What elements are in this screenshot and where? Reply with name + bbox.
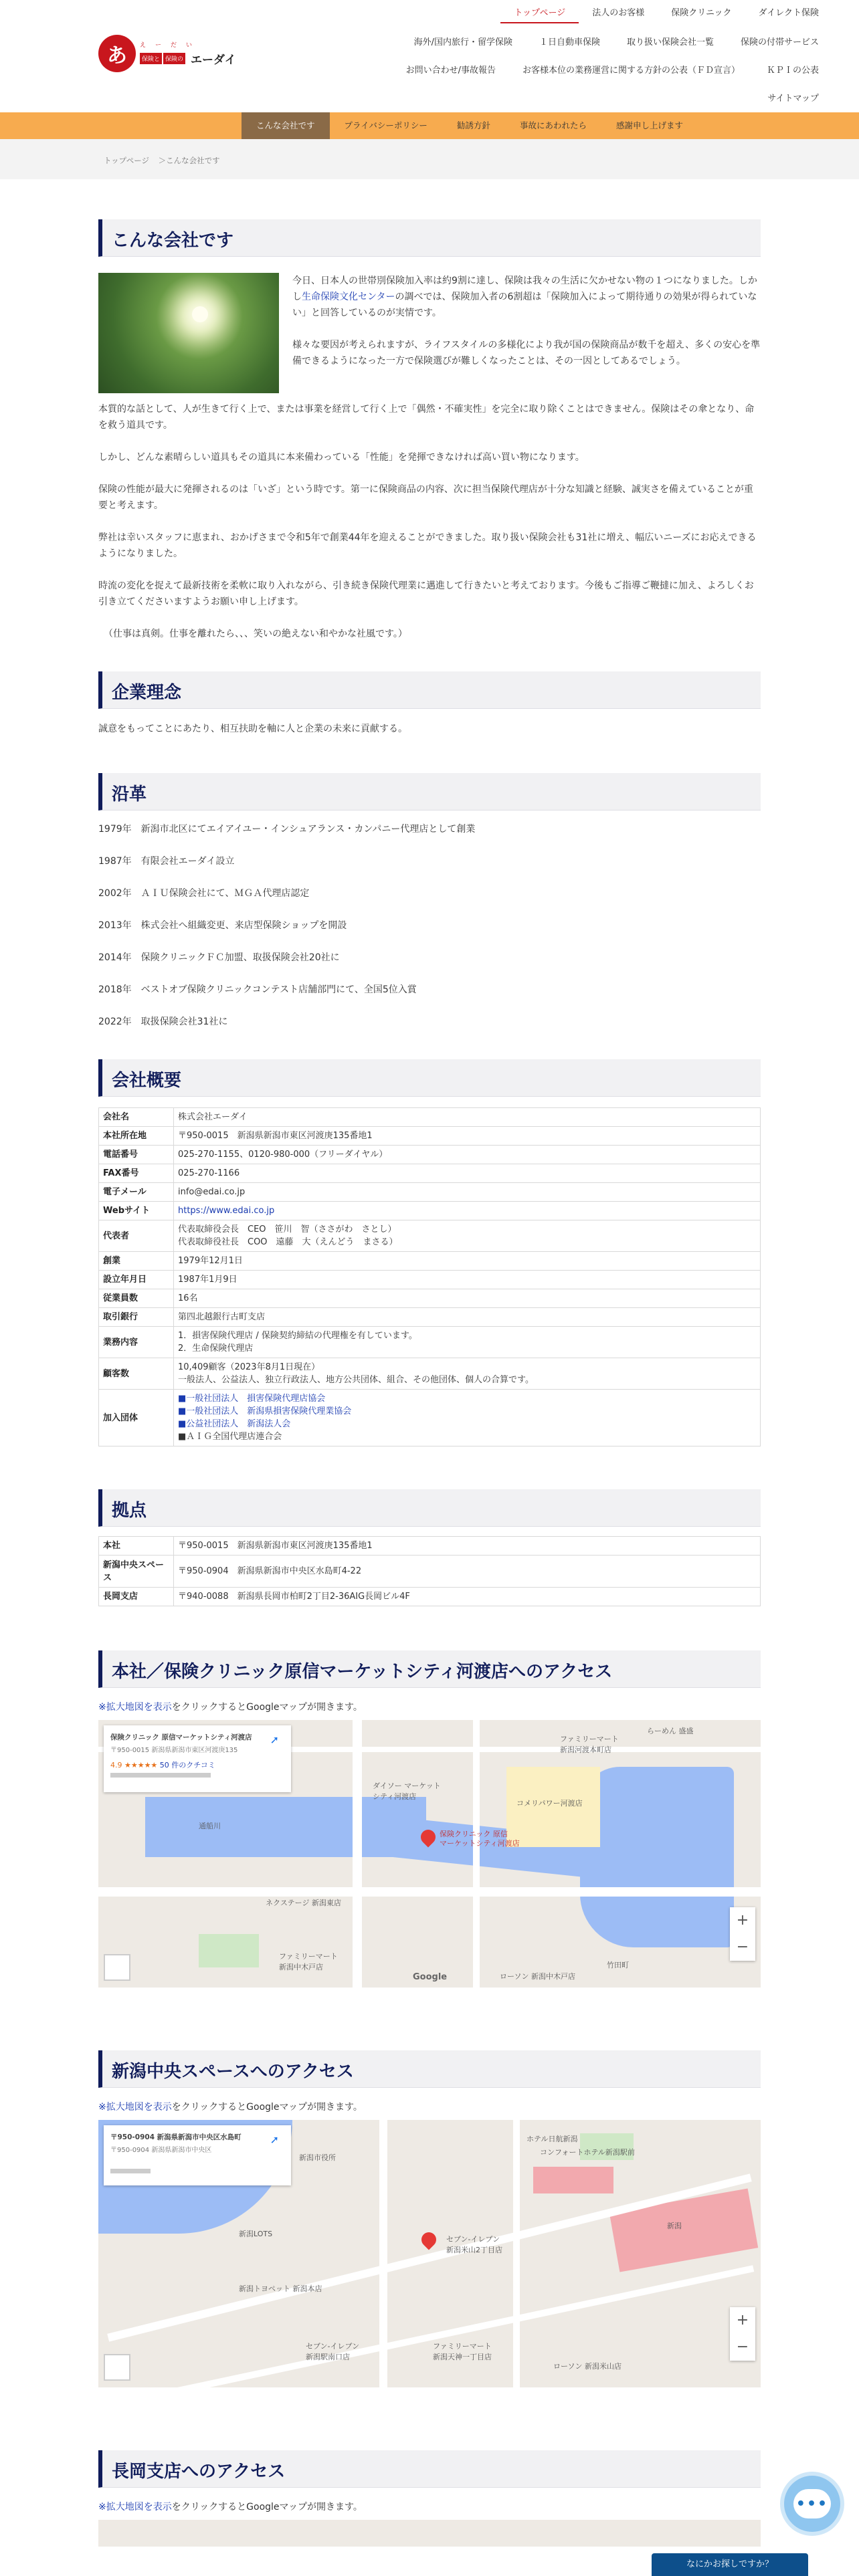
table-row: 電子メール info@edai.co.jp — [99, 1183, 761, 1202]
map-label: ネクステージ 新潟東店 — [266, 1899, 341, 1907]
logo-badge: 保険と — [140, 53, 162, 64]
philosophy-text: 誠意をもってことにあたり、相互扶助を軸に人と企業の未来に貢献する。 — [98, 724, 407, 734]
section-title-access-niigata: 新潟中央スペースへのアクセス — [98, 2050, 761, 2088]
enlarge-map-link[interactable]: 拡大地図を表示 — [106, 2502, 172, 2512]
map-label: ローソン 新潟米山店 — [553, 2362, 622, 2371]
section-title-access-head-office: 本社／保険クリニック原信マーケットシティ河渡店へのアクセス — [98, 1650, 761, 1688]
map-zoom-control[interactable] — [730, 2307, 755, 2361]
table-row: 会社名 株式会社エーダイ — [99, 1108, 761, 1127]
nav-travel[interactable]: 海外/国内旅行・留学保険 — [413, 37, 512, 47]
subnav-privacy[interactable]: プライバシーポリシー — [344, 120, 427, 130]
site-logo[interactable] — [98, 35, 236, 72]
main-content — [98, 214, 761, 2547]
map-info-card[interactable]: 保険クリニック 原信マーケットシティ河渡店 〒950-0015 新潟県新潟市東区河渡庚135 4.9 ★★★★★ 50 件のクチコミ ➚ — [104, 1725, 291, 1792]
map-link-row: ※拡大地図を表示をクリックするとGoogleマップが開きます。 — [98, 2502, 363, 2512]
location-pin-icon[interactable] — [418, 2229, 439, 2250]
site-header — [0, 0, 859, 112]
map-label: ホテル日航新潟 — [527, 2135, 578, 2143]
table-row: 創業 1979年12月1日 — [99, 1252, 761, 1271]
association-link[interactable]: ■一般社団法人 新潟県損害保険代理業協会 — [178, 1406, 352, 1416]
map-info-card[interactable]: 〒950-0904 新潟県新潟市中央区水島町 〒950-0904 新潟県新潟市中央区 ➚ — [104, 2125, 291, 2185]
map-label: ダイソー マーケット シティ河渡店 — [373, 1782, 441, 1801]
about-paragraph-2: 様々な要因が考えられますが、ライフスタイルの多様化により我が国の保険商品が数千を超え、多くの安心を準備できるようになった一方で保険選びが難しくなったことは、その一因としてあるでしょう。 — [292, 340, 761, 366]
bases-table — [98, 1536, 761, 1606]
rating: 4.9 ★★★★★ — [110, 1761, 158, 1769]
google-map-niigata[interactable] — [98, 2120, 761, 2387]
map-label: ファミリーマート 新潟河渡本町店 — [560, 1735, 619, 1754]
nav-clinic[interactable]: 保険クリニック — [671, 8, 732, 18]
breadcrumb-current: ＞こんな会社です — [158, 156, 220, 165]
street-view-icon[interactable] — [104, 1954, 130, 1981]
directions-icon[interactable]: ➚ — [270, 2133, 279, 2146]
nav-services[interactable]: 保険の付帯サービス — [740, 37, 819, 47]
nav-oneday-car[interactable]: １日自動車保険 — [539, 37, 600, 47]
about-paragraph-4: しかし、どんな素晴らしい道具もその道具に本来備わっている「性能」を発揮できなければ高い買い物になります。 — [98, 452, 585, 463]
main-nav-row-4 — [754, 91, 832, 104]
breadcrumb — [0, 139, 859, 179]
nav-companies[interactable]: 取り扱い保険会社一覧 — [626, 37, 714, 47]
company-table — [98, 1107, 761, 1446]
table-row: FAX番号 025-270-1166 — [99, 1164, 761, 1183]
zoom-out-icon[interactable]: − — [736, 2339, 749, 2355]
table-row: 電話番号 025-270-1155、0120-980-000（フリーダイヤル） — [99, 1146, 761, 1164]
logo-badge: 保険の — [163, 53, 185, 64]
chat-bubble-icon: ••• — [793, 2489, 831, 2518]
table-row: 取引銀行 第四北越銀行古町支店 — [99, 1308, 761, 1327]
logo-name: エーダイ — [191, 53, 236, 67]
table-row: 長岡支店 〒940-0088 新潟県長岡市柏町2丁目2-36AIG長岡ビル4F — [99, 1588, 761, 1606]
seimei-link[interactable]: 生命保険文化センター — [302, 292, 395, 302]
about-paragraph-5: 保険の性能が最大に発揮されるのは「いざ」という時です。第一に保険商品の内容、次に担当保険代理店が十分な知識と経験、誠実さを備えていることが重要と考えます。 — [98, 484, 753, 511]
section-title-bases: 拠点 — [98, 1489, 761, 1527]
map-link-row: ※拡大地図を表示をクリックするとGoogleマップが開きます。 — [98, 2102, 363, 2113]
about-paragraph-6: 弊社は幸いスタッフに恵まれ、おかげさまで令和5年で創業44年を迎えることができました。取り扱い保険会社も31社に増え、幅広いニーズにお応えできるようになりました。 — [98, 532, 757, 559]
history-item: 2018年 ベストオブ保険クリニックコンテスト店舗部門にて、全国5位入賞 — [98, 984, 417, 995]
about-paragraph-8: （仕事は真剣。仕事を離れたら、、、笑いの絶えない和やかな社風です。） — [104, 629, 407, 639]
history-list — [98, 821, 761, 1030]
map-label: らーめん 盛盛 — [647, 1727, 694, 1735]
enlarge-map-link[interactable]: 拡大地図を表示 — [106, 1702, 172, 1713]
street-view-icon[interactable] — [104, 2354, 130, 2381]
chat-button[interactable] — [780, 2472, 844, 2536]
map-label: セブン-イレブン 新潟駅南口店 — [306, 2342, 360, 2361]
table-row: 本社 〒950-0015 新潟県新潟市東区河渡庚135番地1 — [99, 1537, 761, 1555]
section-title-history: 沿革 — [98, 773, 761, 811]
section-title-company: 会社概要 — [98, 1059, 761, 1097]
nav-top[interactable]: トップページ — [500, 5, 579, 23]
table-row: Webサイト https://www.edai.co.jp — [99, 1202, 761, 1220]
logo-kana: えーだい — [140, 42, 202, 49]
table-row: 加入団体 ■一般社団法人 損害保険代理店協会 ■一般社団法人 新潟県損害保険代理業協会 ■公益社団法人 新潟法人会 ■ＡＩＧ全国代理店連合会 — [99, 1390, 761, 1446]
history-item: 1979年 新潟市北区にてエイアイユー・インシュアランス・カンパニー代理店として創業 — [98, 824, 476, 835]
nav-corporate[interactable]: 法人のお客様 — [592, 8, 645, 18]
section-title-access-nagaoka: 長岡支店へのアクセス — [98, 2450, 761, 2488]
about-paragraph-3: 本質的な話として、人が生きて行く上で、または事業を経営して行く上で「偶然・不確実性」を完全に取り除くことはできません。保険はその傘となり、命を救う道具です。 — [98, 404, 755, 431]
map-label: ファミリーマート 新潟中木戸店 — [279, 1952, 338, 1971]
about-paragraph-1: 今日、日本人の世帯別保険加入率は約9割に達し、保険は我々の生活に欠かせない物の１つになりました。しかし生命保険文化センターの調べでは、保険加入者の6割超は「保険加入によって期待通りの効果が得られていない」と回答しているのが実情です。 — [292, 276, 757, 318]
reviews-link[interactable]: 50 件のクチコミ — [159, 1761, 215, 1769]
nav-contact[interactable]: お問い合わせ/事故報告 — [405, 66, 496, 76]
map-label: コメリパワー河渡店 — [516, 1799, 583, 1808]
association-link[interactable]: ■一般社団法人 損害保険代理店協会 — [178, 1394, 326, 1404]
history-item: 2022年 取扱保険会社31社に — [98, 1016, 228, 1027]
zoom-out-icon[interactable]: − — [736, 1939, 749, 1955]
map-label: ファミリーマート 新潟天神一丁目店 — [433, 2342, 492, 2361]
enlarge-map-link[interactable]: 拡大地図を表示 — [106, 2102, 172, 2113]
history-item: 2002年 ＡＩＵ保険会社にて、ＭＧＡ代理店認定 — [98, 888, 310, 899]
breadcrumb-home[interactable]: トップページ — [104, 156, 149, 165]
table-row: 設立年月日 1987年1月9日 — [99, 1271, 761, 1289]
table-row: 代表者 代表取締役会長 CEO 笹川 智（ささがわ さとし） 代表取締役社長 COO 遠藤 大（えんどう まさる） — [99, 1220, 761, 1252]
nav-sitemap[interactable]: サイトマップ — [767, 94, 819, 104]
history-item: 2013年 株式会社へ組織変更、来店型保険ショップを開設 — [98, 920, 347, 931]
zoom-in-icon[interactable]: + — [736, 2312, 749, 2329]
subnav-solicitation[interactable]: 勧誘方針 — [456, 120, 490, 130]
map-zoom-control[interactable] — [730, 1907, 755, 1961]
table-row: 本社所在地 〒950-0015 新潟県新潟市東区河渡庚135番地1 — [99, 1127, 761, 1146]
map-label: コンフォートホテル新潟駅前 — [540, 2148, 635, 2157]
zoom-in-icon[interactable]: + — [736, 1912, 749, 1929]
table-row: 顧客数 10,409顧客（2023年8月1日現在） 一般法人、公益法人、独立行政法人、地方公共団体、組合、その他団体、個人の合算です。 — [99, 1358, 761, 1390]
google-map-head-office[interactable] — [98, 1720, 761, 1988]
map-label: 通船川 — [199, 1822, 221, 1830]
logo-mark-icon: あ — [98, 35, 136, 72]
subnav-about[interactable]: こんな会社です — [242, 112, 330, 139]
history-item: 1987年 有限会社エーダイ設立 — [98, 856, 235, 867]
subnav-accident[interactable]: 事故にあわれたら — [519, 120, 587, 130]
table-row: 業務内容 1．損害保険代理店 / 保険契約締結の代理権を有しています。 2．生命保険代理店 — [99, 1327, 761, 1358]
main-nav-row-3 — [393, 63, 832, 76]
table-row: 新潟中央スペース 〒950-0904 新潟県新潟市中央区水島町4-22 — [99, 1555, 761, 1588]
sunlight-trees-image — [98, 273, 279, 393]
about-intro — [98, 273, 761, 401]
map-label: 新潟市役所 — [299, 2153, 336, 2162]
map-pin-label: 保険クリニック 原信 マーケットシティ河渡店 — [440, 1830, 520, 1848]
history-item: 2014年 保険クリニックＦＣ加盟、取扱保険会社20社に — [98, 952, 340, 963]
nav-fd-policy[interactable]: お客様本位の業務運営に関する方針の公表（ＦＤ宣言） — [522, 66, 740, 76]
main-nav-row-1 — [500, 5, 832, 23]
main-nav-row-2 — [401, 35, 832, 47]
association-link[interactable]: ■公益社団法人 新潟法人会 — [178, 1419, 291, 1429]
directions-icon[interactable]: ➚ — [270, 1733, 279, 1746]
section-title-philosophy: 企業理念 — [98, 671, 761, 709]
section-title-about: こんな会社です — [98, 219, 761, 257]
website-link[interactable]: https://www.edai.co.jp — [178, 1206, 275, 1216]
subnav-thanks[interactable]: 感謝申し上げます — [615, 120, 683, 130]
map-link-row: ※拡大地図を表示をクリックするとGoogleマップが開きます。 — [98, 1702, 363, 1713]
map-label: 新潟トヨペット 新潟本店 — [239, 2284, 322, 2293]
nav-kpi[interactable]: ＫＰＩの公表 — [766, 66, 819, 76]
map-label: 新潟 — [667, 2222, 682, 2230]
chat-help-tab[interactable]: なにかお探しですか？ — [652, 2553, 808, 2576]
map-label: セブン-イレブン 新潟米山2丁目店 — [446, 2235, 502, 2254]
table-row: 従業員数 16名 — [99, 1289, 761, 1308]
google-logo: Google — [413, 1972, 448, 1982]
nav-direct[interactable]: ダイレクト保険 — [758, 8, 819, 18]
map-label: ローソン 新潟中木戸店 — [500, 1972, 576, 1981]
google-map-nagaoka[interactable] — [98, 2520, 761, 2547]
map-label: 竹田町 — [607, 1961, 629, 1969]
map-label: 新潟LOTS — [239, 2230, 273, 2238]
sub-navigation — [0, 112, 859, 139]
about-paragraph-7: 時流の変化を捉えて最新技術を柔軟に取り入れながら、引き続き保険代理業に邁進して行きたいと考えております。今後もご指導ご鞭撻に加え、よろしくお引き立てくださいますようお願い申し上げます。 — [98, 580, 754, 607]
